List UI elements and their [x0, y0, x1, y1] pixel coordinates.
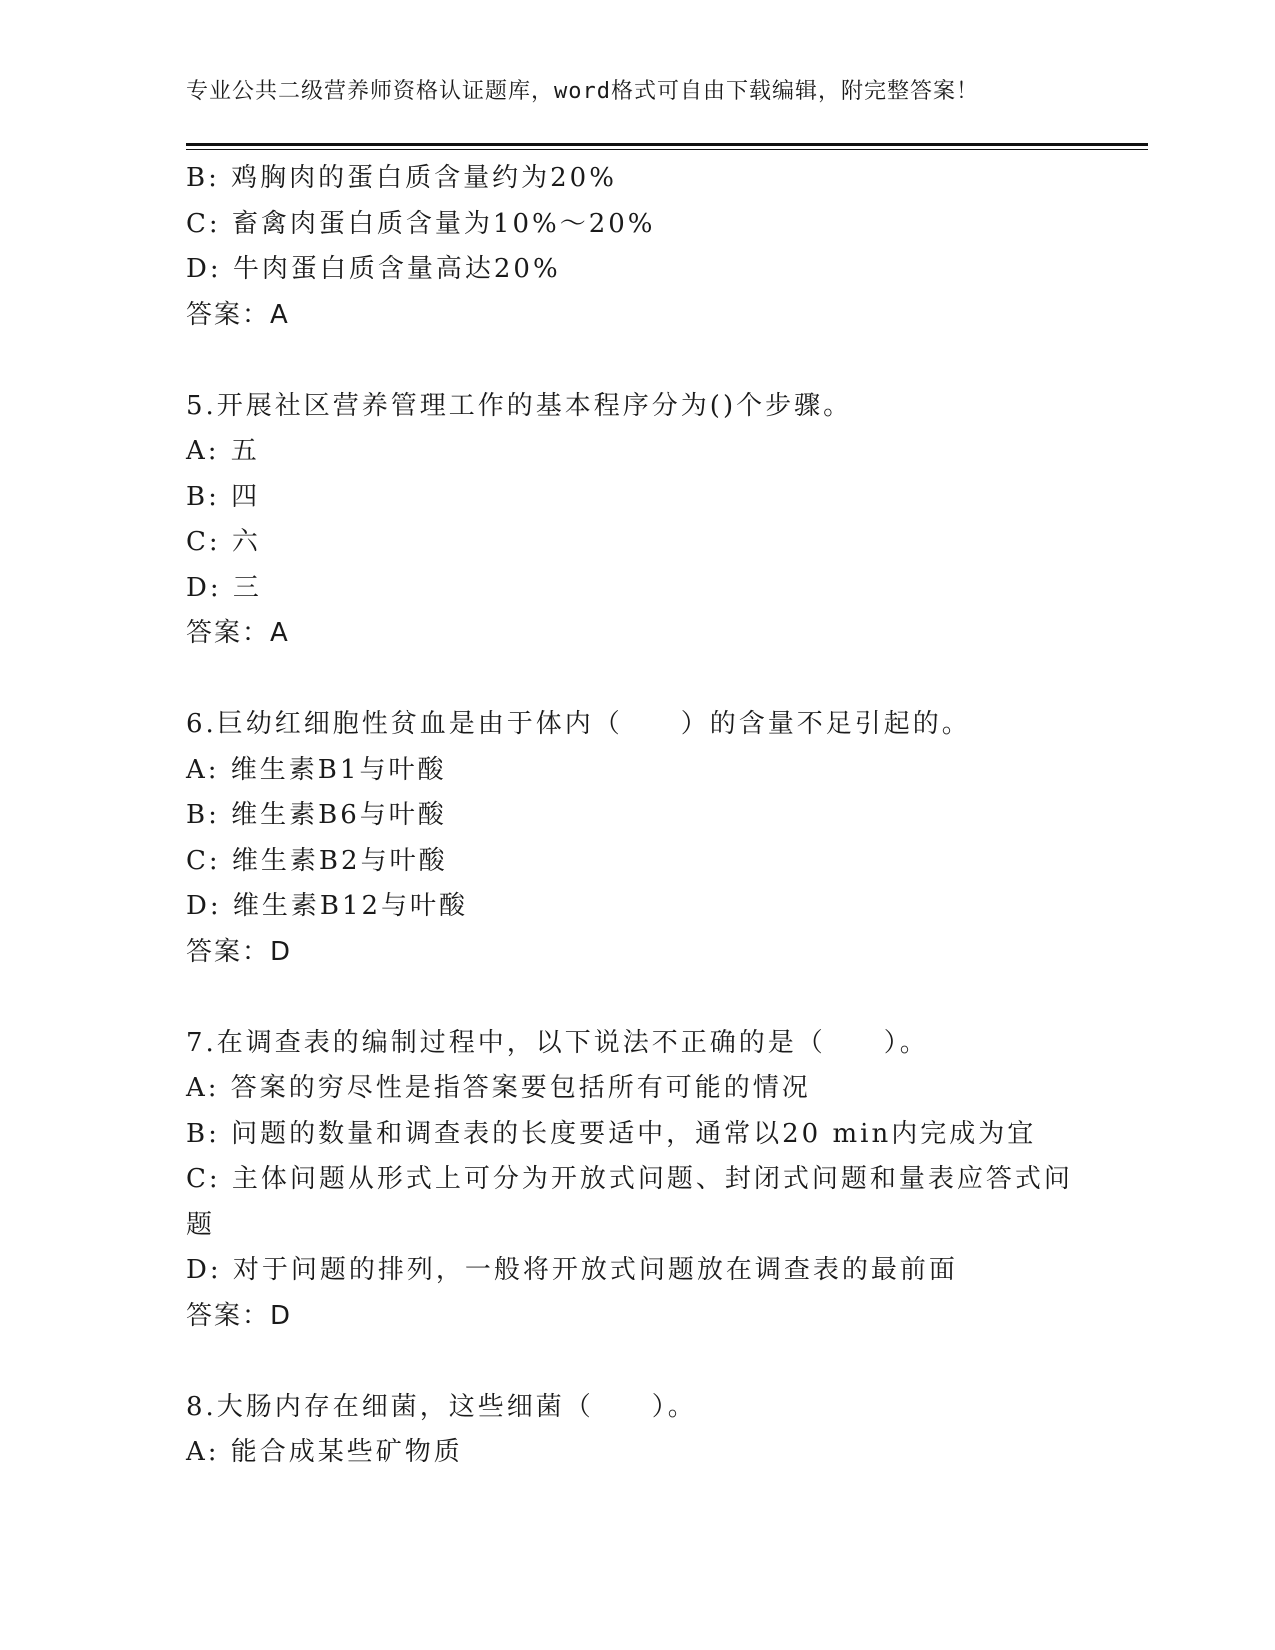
q5-answer: 答案：A: [186, 618, 290, 648]
q7-option-a: A: 答案的穷尽性是指答案要包括所有可能的情况: [186, 1073, 811, 1103]
q7-option-c: C: 主体问题从形式上可分为开放式问题、封闭式问题和量表应答式问题: [186, 1164, 1073, 1240]
page-header: 专业公共二级营养师资格认证题库，word格式可自由下载编辑，附完整答案！: [186, 79, 979, 104]
q7-option-d: D: 对于问题的排列，一般将开放式问题放在调查表的最前面: [186, 1255, 958, 1285]
header-rule-thin: [186, 149, 1148, 150]
q5-option-c: C: 六: [186, 527, 261, 557]
q6-option-d: D: 维生素B12与叶酸: [186, 891, 469, 921]
q8-question: 8.大肠内存在细菌，这些细菌（ ）。: [186, 1391, 697, 1422]
q8-option-a: A: 能合成某些矿物质: [186, 1437, 463, 1467]
q5-question: 5.开展社区营养管理工作的基本程序分为()个步骤。: [186, 390, 853, 421]
q7-option-b: B: 问题的数量和调查表的长度要适中，通常以20 min内完成为宜: [186, 1118, 1037, 1149]
q4-answer: 答案：A: [186, 299, 290, 330]
q6-question: 6.巨幼红细胞性贫血是由于体内（ ）的含量不足引起的。: [186, 709, 971, 739]
q4-option-b: B: 鸡胸肉的蛋白质含量约为20%: [186, 163, 617, 193]
q6-option-b: B: 维生素B6与叶酸: [186, 800, 447, 830]
spacer: [186, 657, 1086, 703]
q6-option-a: A: 维生素B1与叶酸: [186, 754, 447, 785]
spacer: [186, 1339, 1086, 1385]
question-list: [186, 156, 1086, 1476]
q4-option-d: D: 牛肉蛋白质含量高达20%: [186, 254, 561, 284]
spacer: [186, 338, 1086, 384]
header-rule-thick: [186, 143, 1148, 146]
q7-answer: 答案：D: [186, 1300, 293, 1331]
q5-option-d: D: 三: [186, 572, 262, 603]
q7-question: 7.在调查表的编制过程中，以下说法不正确的是（ ）。: [186, 1027, 929, 1058]
q4-option-c: C: 畜禽肉蛋白质含量为10%～20%: [186, 208, 656, 239]
q5-option-b: B: 四: [186, 481, 261, 512]
q6-answer: 答案：D: [186, 936, 293, 967]
q5-option-a: A: 五: [186, 436, 260, 466]
spacer: [186, 975, 1086, 1021]
q6-option-c: C: 维生素B2与叶酸: [186, 845, 448, 876]
